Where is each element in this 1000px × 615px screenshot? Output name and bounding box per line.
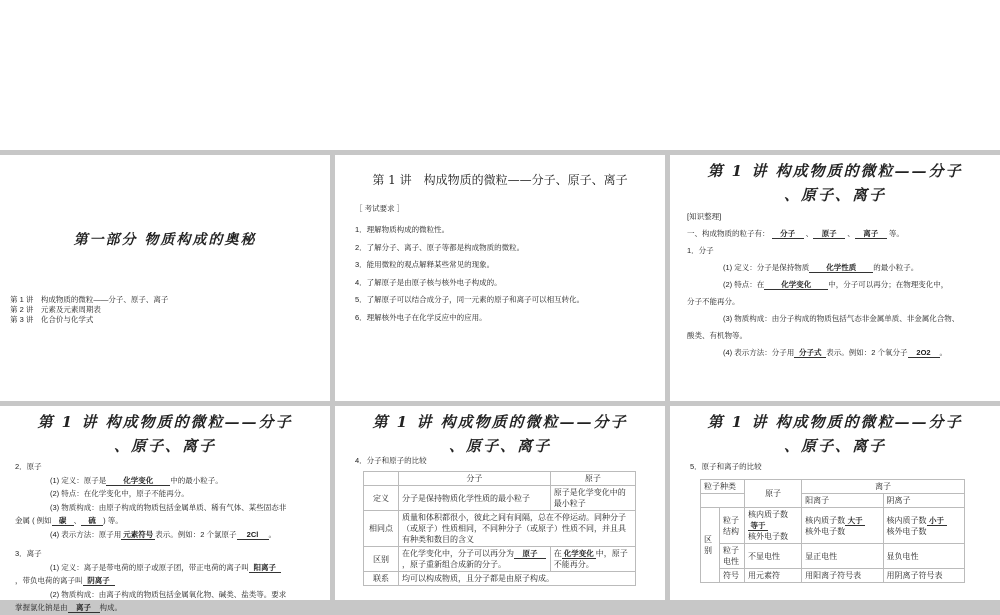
answer-blank: 化学性质	[809, 263, 873, 273]
comparison-table	[363, 471, 636, 586]
comparison-table	[700, 479, 965, 583]
slide-exam-requirements[interactable]	[335, 155, 665, 401]
answer-blank: 2Cl	[237, 530, 269, 540]
table-row: 区别 在化学变化中，分子可以再分为 原子，原子重新组合成新的分子。 在 化学变化 中，原子不能再分。	[364, 547, 636, 572]
slide-part-one-cover[interactable]	[0, 155, 330, 401]
slide-header: 第 1 讲 构成物质的微粒——分子 、原子、离子	[37, 413, 293, 455]
answer-blank: 分子式	[794, 348, 826, 358]
table-row: 定义 分子是保持物质化学性质的最小粒子 原子是化学变化中的最小粒子	[364, 486, 636, 511]
list-item: 1．理解物质构成的微粒性。	[355, 225, 450, 234]
list-item: 4．了解原子是由原子核与核外电子构成的。	[355, 277, 502, 287]
list-item: 6．理解核外电子在化学反应中的应用。	[355, 312, 487, 322]
slide-body: 2．原子 (1) 定义：原子是 化学变化 中的最小粒子。 (2) 特点：在化学变化中，原子不能再分。 (3) 物质构成：由原子构成的物质包括金属单质、稀有气体、某些固态非 金属 ( 例如 碳 、 硫 ) 等。 (4) 表示方法：原子用 元素符号 表示。例如：2 个氯原子 2Cl 。 3．离子 (1) 定义：离子是带电荷的原子或原子团，带正电荷的离子叫 阳离子 ，带负电荷的离子叫 阴离子 (2) 物质构成：由离子构成的物质包括金属氧化物、碱类、盐类等。要求 掌握氯化钠是由 离子 构成。	[15, 462, 287, 612]
answer-blank: 化学变化	[764, 280, 828, 290]
table-row: 粒子种类 原子 离子	[701, 480, 965, 494]
lesson-item: 第 1 讲 构成物质的微粒——分子、原子、离子	[10, 295, 169, 304]
table-row: 分子 原子	[364, 472, 636, 486]
section-heading: 4．分子和原子的比较	[355, 456, 427, 465]
answer-blank: 元素符号	[123, 529, 154, 539]
table-row: 相同点 质量和体积都很小，彼此之间有间隔，总在不停运动。同种分子（或原子）性质相同，不同种分子（或原子）性质不同，并且具有种类和数目的含义	[364, 511, 636, 547]
answer-blank: 硫	[81, 516, 103, 526]
lesson-item: 第 2 讲 元素及元素周期表	[10, 305, 101, 314]
answer-blank: 阳离子	[249, 563, 281, 573]
answer-blank: 原子	[813, 229, 845, 239]
table-row: 阳离子 阴离子	[701, 494, 965, 508]
section-heading: 5．原子和离子的比较	[690, 462, 762, 471]
slide-molecule[interactable]	[670, 155, 1000, 401]
slide-header: 第 1 讲 构成物质的微粒——分子 、原子、离子	[707, 162, 963, 204]
table-row: 符号 用元素符 用阳离子符号表 用阴离子符号表	[701, 569, 965, 583]
list-item: 5．了解原子可以结合成分子，同一元素的原子和离子可以相互转化。	[355, 295, 585, 304]
answer-blank: 大于	[845, 516, 865, 526]
answer-blank: 化学变化	[106, 476, 170, 486]
answer-blank: 2O2	[908, 348, 940, 358]
requirement-list	[355, 221, 584, 326]
list-item: 2．了解分子、离子、原子等都是构成物质的微粒。	[355, 242, 525, 252]
table-row: 区别 粒子结构 核内质子数 等于 核外电子数 核内质子数 大于 核外电子数 核内质子数 小于 核外电子数	[701, 508, 965, 544]
answer-blank: 小于	[927, 516, 947, 526]
lesson-item: 第 3 讲 化合价与化学式	[10, 315, 94, 324]
section-heading: ［ 考试要求 ］	[355, 204, 405, 213]
top-blank-area	[0, 0, 1000, 150]
table-row: 粒子电性 不显电性 显正电性 显负电性	[701, 544, 965, 569]
lesson-list	[10, 295, 168, 325]
answer-blank: 等于	[748, 521, 768, 531]
slide-molecule-atom-comparison[interactable]	[335, 406, 665, 600]
slide-atom-ion-comparison[interactable]	[670, 406, 1000, 600]
slide-body: [知识整理] 一、构成物质的粒子有： 分子 、 原子 、 离子 等。 1．分子 (1) 定义：分子是保持物质 化学性质 的最小粒子。 (2) 特点：在 化学变化 中，分子可以再分；在物理变化中， 分子不能再分。 (3) 物质构成：由分子构成的物质包括气态非金属单质、非金属化合物、 酸类、有机物等。 (4) 表示方法：分子用 分子式 表示。例如：2 个氧分子 2O2 。	[687, 212, 960, 357]
slide-atom-ion[interactable]	[0, 406, 330, 612]
part-title: 第一部分 物质构成的奥秘	[73, 232, 257, 248]
answer-blank: 阴离子	[83, 576, 115, 586]
answer-blank: 化学变化	[563, 549, 594, 558]
table-row: 联系 均可以构成物质，且分子都是由原子构成。	[364, 572, 636, 586]
answer-blank: 离子	[855, 229, 887, 239]
slide-header: 第 1 讲 构成物质的微粒——分子 、原子、离子	[372, 413, 628, 455]
answer-blank: 离子	[68, 603, 100, 613]
slide-header: 第 1 讲 构成物质的微粒——分子 、原子、离子	[707, 413, 963, 455]
answer-blank: 碳	[52, 516, 74, 526]
list-item: 3．能用微粒的观点解释某些常见的现象。	[355, 260, 495, 269]
answer-blank: 原子	[514, 549, 546, 559]
lesson-title: 第 1 讲 构成物质的微粒——分子、原子、离子	[372, 173, 628, 187]
answer-blank: 分子	[772, 229, 804, 239]
